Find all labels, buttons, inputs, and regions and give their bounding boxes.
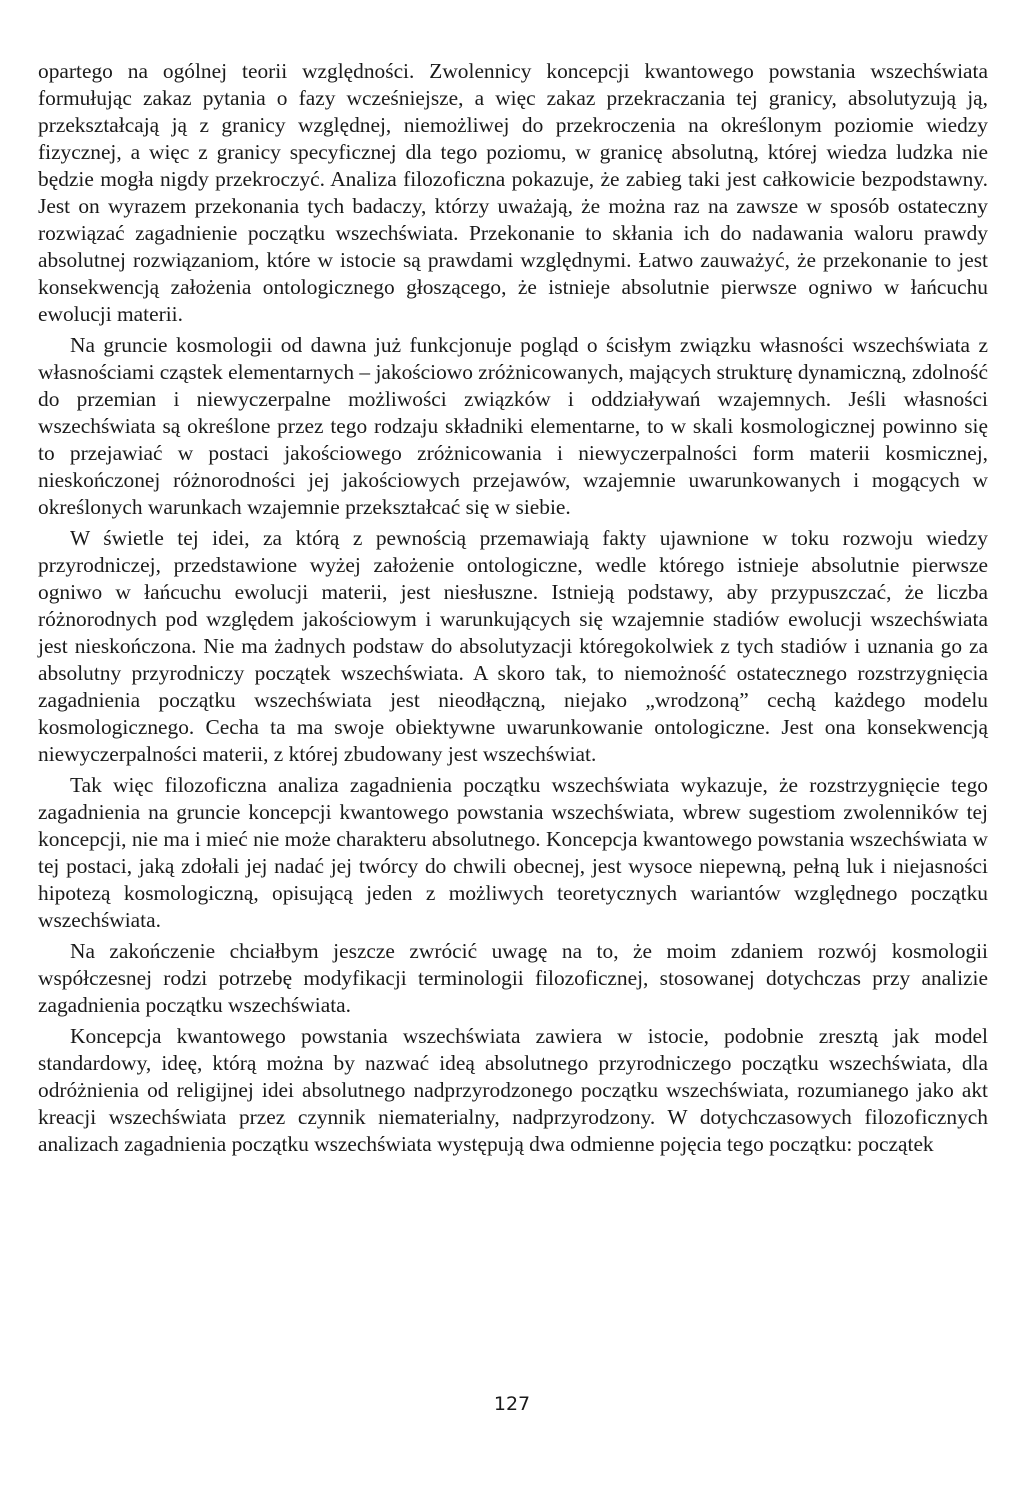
paragraph-3: W świetle tej idei, za którą z pewnością przemawiają fakty ujawnione w toku rozwoju wiedzy przyrodniczej, przedstawione wyżej założenie ontologiczne, wedle którego istnieje absolutnie pierwsze ogniwo w łańcuchu ewolucji materii, jest niesłuszne. Istnieją podstawy, aby przypuszczać, że liczba różnorodnych pod względem jakościowym i warunkujących się wzajemnie stadiów ewolucji wszechświata jest nieskończona. Nie ma żadnych podstaw do absolutyzacji któregokolwiek z tych stadiów i uznania go za absolutny przyrodniczy początek wszechświata. A skoro tak, to niemożność ostatecznego rozstrzygnięcia zagadnienia początku wszechświata jest nieodłączną, niejako „wrodzoną” cechą każdego modelu kosmologicznego. Cecha ta ma swoje obiektywne uwarunkowanie ontologiczne. Jest ona konsekwencją niewyczerpalności materii, z której zbudowany jest wszechświat. (38, 526, 988, 766)
paragraph-2: Na gruncie kosmologii od dawna już funkcjonuje pogląd o ścisłym związku własności wszechświata z własnościami cząstek elementarnych – jakościowo zróżnicowanych, mających strukturę dynamiczną, zdolność do przemian i niewyczerpalne możliwości związków i oddziaływań wzajemnych. Jeśli własności wszechświata są określone przez tego rodzaju składniki elementarne, to w skali kosmologicznej powinno się to przejawiać w postaci jakościowego zróżnicowania i niewyczerpalności form materii kosmicznej, nieskończonej różnorodności jej jakościowych przejawów, wzajemnie uwarunkowanych i mogących w określonych warunkach wzajemnie przekształcać się w siebie. (38, 333, 988, 519)
paragraph-6: Koncepcja kwantowego powstania wszechświata zawiera w istocie, podobnie zresztą jak model standardowy, ideę, którą można by nazwać ideą absolutnego przyrodniczego początku wszechświata, dla odróżnienia od religijnej idei absolutnego nadprzyrodzonego początku wszechświata, rozumianego jako akt kreacji wszechświata przez czynnik niematerialny, nadprzyrodzony. W dotychczasowych filozoficznych analizach zagadnienia początku wszechświata występują dwa odmienne pojęcia tego początku: początek (38, 1024, 988, 1156)
paragraph-1: opartego na ogólnej teorii względności. Zwolennicy koncepcji kwantowego powstania wszechświata formułując zakaz pytania o fazy wcześniejsze, a więc zakaz przekraczania tej granicy, absolutyzują ją, przekształcają ją z granicy względnej, niemożliwej do przekroczenia na określonym poziomie wiedzy fizycznej, a więc z granicy specyficznej dla tego poziomu, w granicę absolutną, której wiedza ludzka nie będzie mogła nigdy przekroczyć. Analiza filozoficzna pokazuje, że zabieg taki jest całkowicie bezpodstawny. Jest on wyrazem przekonania tych badaczy, którzy uważają, że można raz na zawsze w sposób ostateczny rozwiązać zagadnienie początku wszechświata. Przekonanie to skłania ich do nadawania waloru prawdy absolutnej rozwiązaniom, które w istocie są prawdami względnymi. Łatwo zauważyć, że przekonanie to jest konsekwencją założenia ontologicznego głoszącego, że istnieje absolutnie pierwsze ogniwo w łańcuchu ewolucji materii. (38, 59, 988, 326)
page-number: 127 (493, 1393, 531, 1415)
paragraph-4: Tak więc filozoficzna analiza zagadnienia początku wszechświata wykazuje, że rozstrzygnięcie tego zagadnienia na gruncie koncepcji kwantowego powstania wszechświata, wbrew sugestiom zwolenników tej koncepcji, nie ma i mieć nie może charakteru absolutnego. Koncepcja kwantowego powstania wszechświata w tej postaci, jaką zdołali jej nadać jej twórcy do chwili obecnej, jest wysoce niepewną, pełną luk i niejasności hipotezą kosmologiczną, opisującą jeden z możliwych teoretycznych wariantów względnego początku wszechświata. (38, 773, 988, 932)
document-body (38, 58, 988, 1162)
paragraph-5: Na zakończenie chciałbym jeszcze zwrócić uwagę na to, że moim zdaniem rozwój kosmologii współczesnej rodzi potrzebę modyfikacji terminologii filozoficznej, stosowanej dotychczas przy analizie zagadnienia początku wszechświata. (38, 939, 988, 1017)
